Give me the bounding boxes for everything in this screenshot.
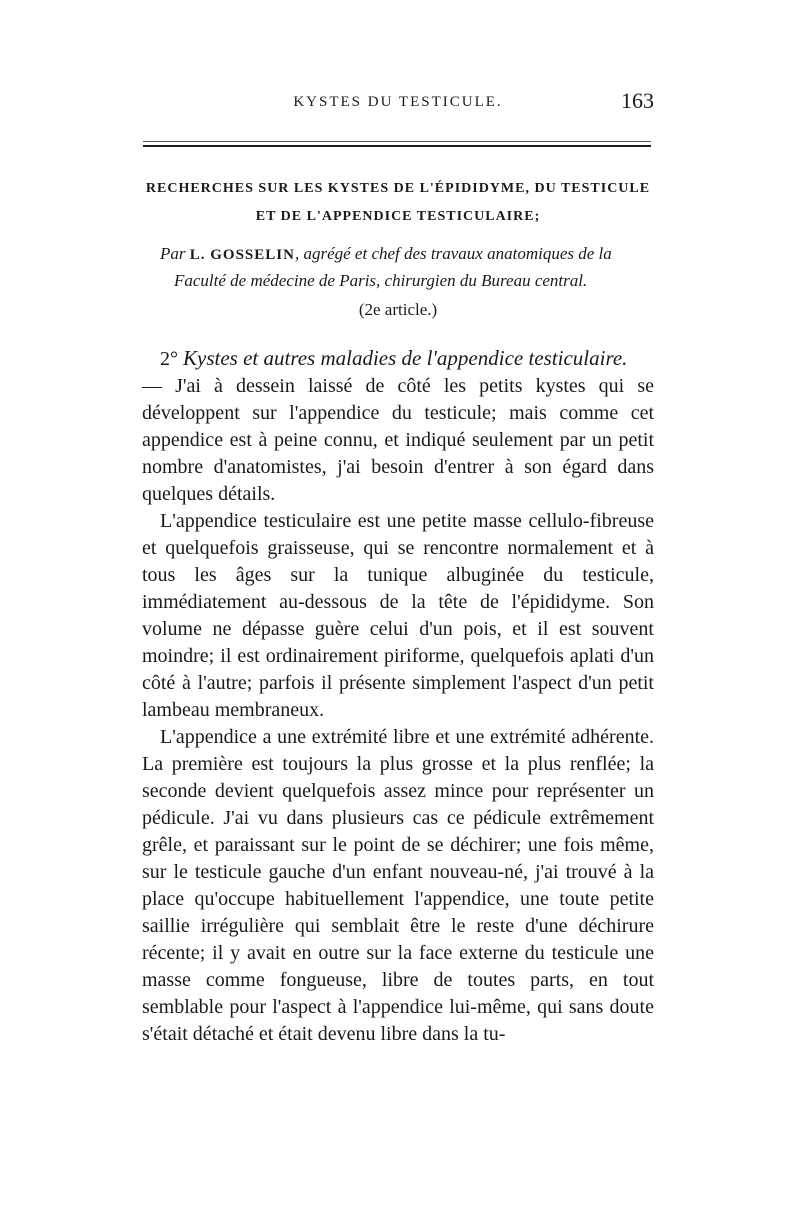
byline-affiliation-2: Faculté de médecine de Paris, chirurgien du Bureau central. xyxy=(174,271,588,290)
byline-prefix: Par xyxy=(160,244,186,263)
author-name: L. GOSSELIN xyxy=(189,247,295,263)
page-number: 163 xyxy=(621,88,654,113)
article-body xyxy=(142,345,654,1048)
byline xyxy=(160,241,652,294)
article-title-line-1: RECHERCHES SUR LES KYSTES DE L'ÉPIDIDYME, DU TESTICULE xyxy=(145,181,651,196)
article-title xyxy=(142,175,654,231)
paragraph-1: — J'ai à dessein laissé de côté les petits kystes qui se développent sur l'appendice du testicule; mais comme cet appendice est à peine connu, et indiqué seulement par un petit nombre d'anatomistes, j'ai besoin d'entrer à son égard dans quelques détails. xyxy=(142,375,654,505)
article-title-line-2: ET DE L'APPENDICE TESTICULAIRE; xyxy=(255,209,541,224)
section-heading-line xyxy=(142,345,654,373)
byline-affiliation-1: , agrégé et chef des travaux anatomiques de la xyxy=(294,244,612,263)
paragraph-2: L'appendice testiculaire est une petite masse cellulo-fibreuse et quelquefois graisseuse, qui se rencontre normalement et à tous les âges sur la tunique albuginée du testicule, immédiatement au-dessous de la tête de l'épididyme. Son volume ne dépasse guère celui d'un pois, et il est souvent moindre; il est ordinairement piriforme, quelquefois aplati d'un côté à l'autre; parfois il présente simplement l'aspect d'un petit lambeau membraneux. xyxy=(142,510,654,721)
paragraph-3: L'appendice a une extrémité libre et une extrémité adhérente. La première est toujours la plus grosse et la plus renflée; la seconde devient quelquefois assez mince pour représenter un pédicule. J'ai vu dans plusieurs cas ce pédicule extrêmement grêle, et paraissant sur le point de se déchirer; une fois même, sur le testicule gauche d'un enfant nouveau-né, j'ai trouvé à la place qu'occupe habituellement l'appendice, une toute petite saillie irrégulière qui semblait être le reste d'une déchirure récente; il y avait en outre sur la face externe du testicule une masse comme fongueuse, libre de toutes parts, en tout semblable pour l'aspect à l'appendice lui-même, qui sans doute s'était détaché et était devenu libre dans la tu- xyxy=(142,726,654,1045)
article-number: (2e article.) xyxy=(358,300,438,319)
header-rule-thin xyxy=(143,141,651,142)
running-title: KYSTES DU TESTICULE. xyxy=(293,94,503,110)
header-rule-thick xyxy=(143,145,651,147)
section-heading: Kystes et autres maladies de l'appendice testiculaire. xyxy=(183,346,628,370)
section-number: 2° xyxy=(160,348,178,370)
running-head xyxy=(142,86,654,116)
